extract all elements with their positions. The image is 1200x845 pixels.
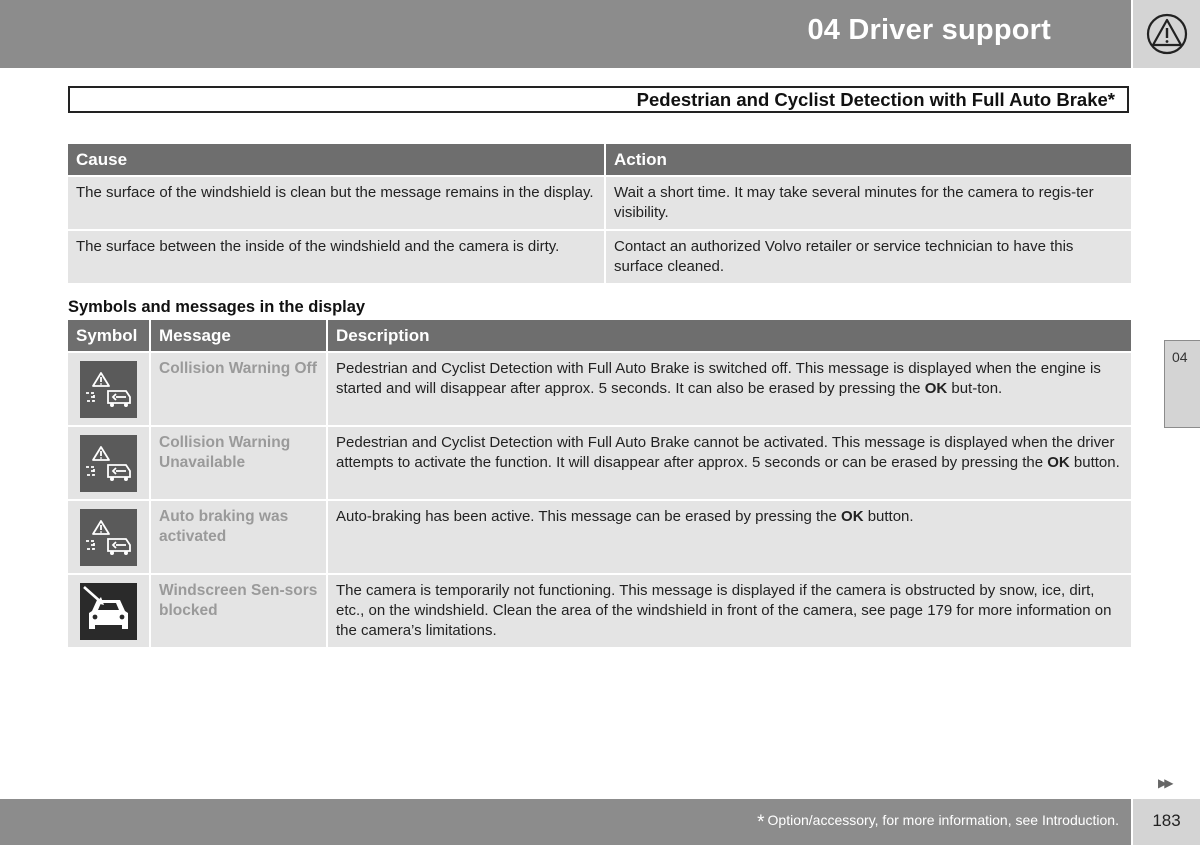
description-cell: Auto-braking has been active. This message can be erased by pressing the OK button. xyxy=(328,501,1131,573)
table-row xyxy=(68,231,1131,283)
message-cell: Auto braking was activated xyxy=(151,501,326,573)
cause-action-table xyxy=(66,142,1133,285)
footer-bar xyxy=(0,799,1131,845)
collision-warning-off-icon xyxy=(80,361,137,418)
page-number: 183 xyxy=(1152,811,1181,830)
header-icon-box xyxy=(1133,0,1200,68)
symbol-cell xyxy=(68,427,149,499)
chapter-side-tab xyxy=(1164,340,1200,428)
chapter-side-tab-label: 04 xyxy=(1172,349,1188,365)
windscreen-sensor-blocked-icon xyxy=(80,583,137,640)
section-title: Pedestrian and Cyclist Detection with Full Auto Brake* xyxy=(636,89,1115,110)
table-row xyxy=(68,575,1131,647)
action-cell: Contact an authorized Volvo retailer or service technician to have this surface cleaned. xyxy=(606,231,1131,283)
symbol-cell xyxy=(68,575,149,647)
column-header-message: Message xyxy=(151,320,326,351)
table-row xyxy=(68,427,1131,499)
auto-braking-icon xyxy=(80,509,137,566)
symbols-heading: Symbols and messages in the display xyxy=(68,298,366,316)
symbol-cell xyxy=(68,353,149,425)
description-cell: The camera is temporarily not functioning. This message is displayed if the camera is obstructed by snow, ice, dirt, etc., on the windshield. Clean the area of the windshield in front of the camera, see page 179 for more information on the camera’s limitations. xyxy=(328,575,1131,647)
column-header-symbol: Symbol xyxy=(68,320,149,351)
action-cell: Wait a short time. It may take several minutes for the camera to regis-ter visibility. xyxy=(606,177,1131,229)
double-arrow-right-icon: ▶▶ xyxy=(1158,776,1171,790)
table-row xyxy=(68,353,1131,425)
footnote xyxy=(757,812,1119,834)
table-row xyxy=(68,177,1131,229)
cause-cell: The surface of the windshield is clean but the message remains in the display. xyxy=(68,177,604,229)
table-row xyxy=(68,501,1131,573)
table-header-row xyxy=(68,144,1131,175)
message-cell: Collision Warning Off xyxy=(151,353,326,425)
message-cell: Windscreen Sen-sors blocked xyxy=(151,575,326,647)
symbols-table xyxy=(66,318,1133,649)
warning-triangle-icon xyxy=(1146,13,1188,55)
table-header-row xyxy=(68,320,1131,351)
collision-warning-unavailable-icon xyxy=(80,435,137,492)
symbol-cell xyxy=(68,501,149,573)
description-cell: Pedestrian and Cyclist Detection with Full Auto Brake is switched off. This message is displayed when the engine is started and will disappear after approx. 5 seconds. It can also be erased by pressing the OK but-ton. xyxy=(328,353,1131,425)
footnote-star: * xyxy=(757,812,765,833)
description-cell: Pedestrian and Cyclist Detection with Full Auto Brake cannot be activated. This message is displayed when the driver attempts to activate the function. It will disappear after approx. 5 seconds or can be erased by pressing the OK button. xyxy=(328,427,1131,499)
column-header-action: Action xyxy=(606,144,1131,175)
column-header-cause: Cause xyxy=(68,144,604,175)
cause-cell: The surface between the inside of the windshield and the camera is dirty. xyxy=(68,231,604,283)
message-cell: Collision Warning Unavailable xyxy=(151,427,326,499)
page-number-box xyxy=(1133,799,1200,845)
chapter-title: 04 Driver support xyxy=(807,14,1051,46)
footnote-text: Option/accessory, for more information, see Introduction. xyxy=(767,812,1119,828)
column-header-description: Description xyxy=(328,320,1131,351)
section-title-box xyxy=(68,86,1129,113)
header-bar xyxy=(0,0,1131,68)
